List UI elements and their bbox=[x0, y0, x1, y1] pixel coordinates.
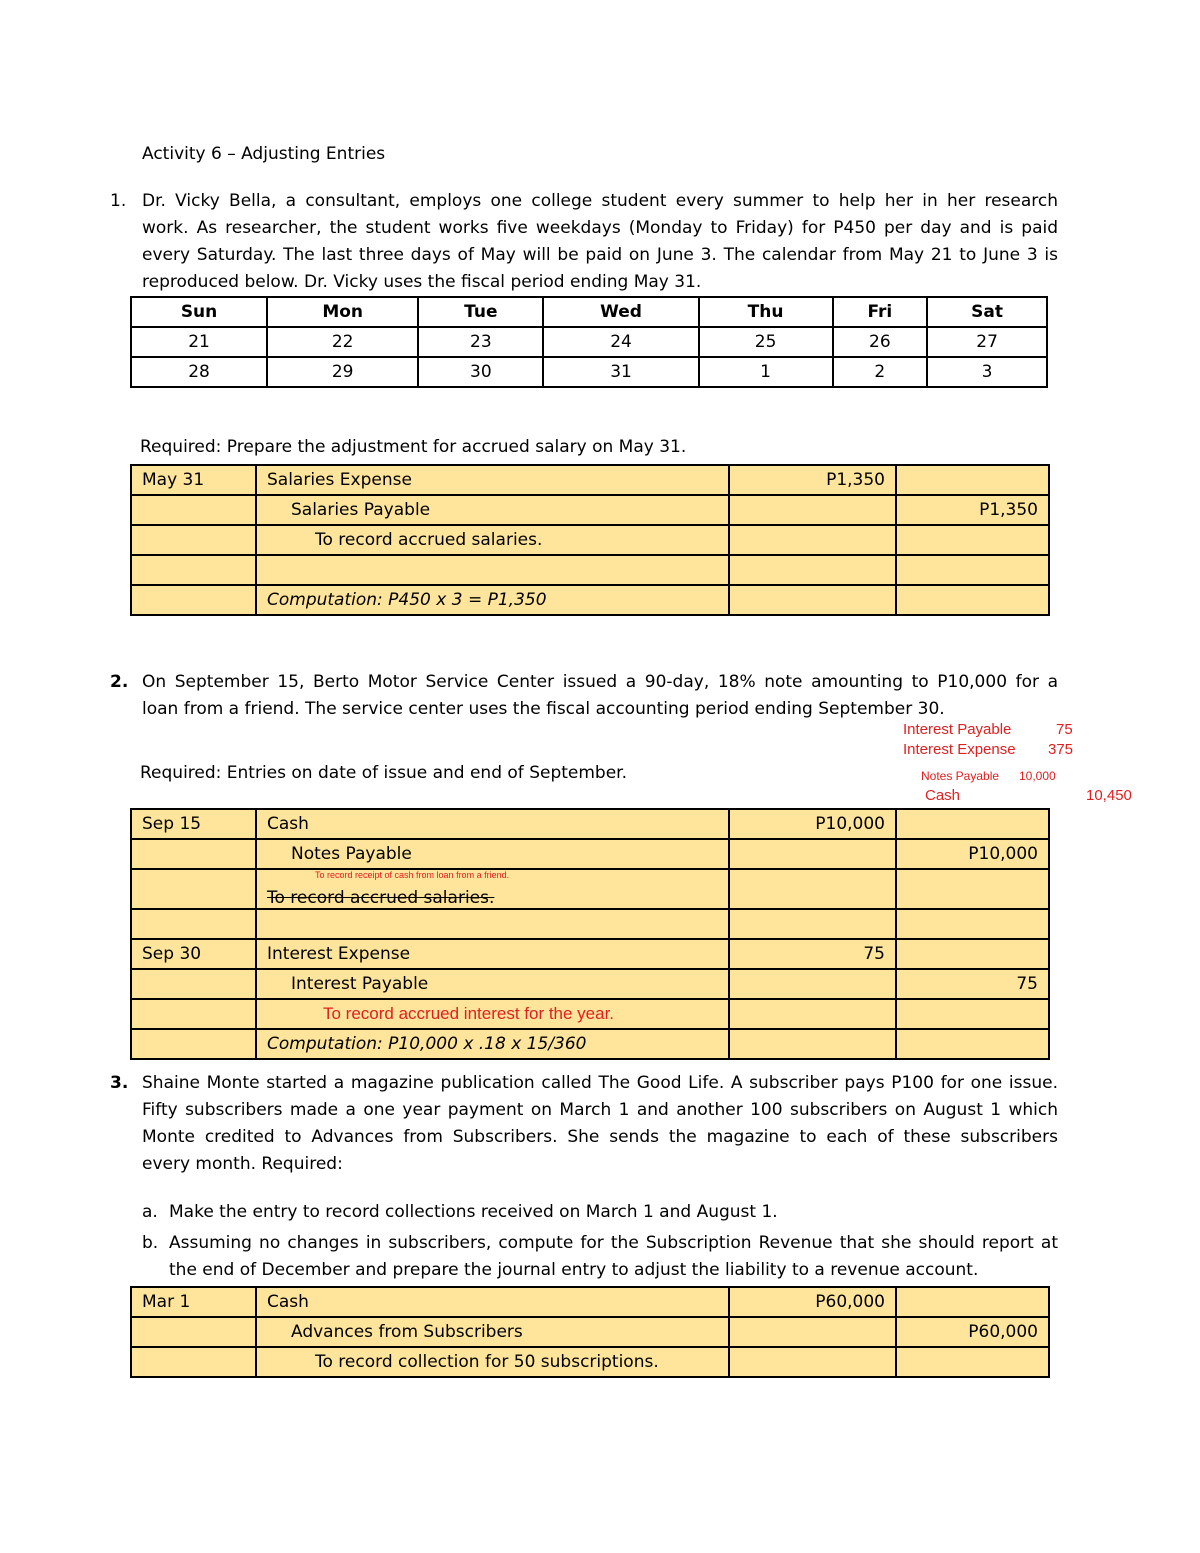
journal-credit: 75 bbox=[896, 969, 1049, 999]
journal-date: Mar 1 bbox=[131, 1287, 256, 1317]
journal-date bbox=[131, 1029, 256, 1059]
journal-date bbox=[131, 1317, 256, 1347]
journal-credit: P60,000 bbox=[896, 1317, 1049, 1347]
journal-row bbox=[131, 809, 1049, 839]
journal-explanation: To record collection for 50 subscriptions. bbox=[256, 1347, 729, 1377]
page-title: Activity 6 – Adjusting Entries bbox=[142, 144, 386, 164]
calendar-day: 28 bbox=[131, 357, 267, 387]
journal-row bbox=[131, 495, 1049, 525]
calendar-day: 29 bbox=[267, 357, 418, 387]
journal-row bbox=[131, 1029, 1049, 1059]
calendar-day: 2 bbox=[833, 357, 928, 387]
annotation-interest-expense-label: Interest Expense bbox=[903, 741, 1016, 758]
calendar-header-row bbox=[131, 297, 1047, 327]
annotation-notes-payable-label: Notes Payable bbox=[921, 769, 1000, 783]
handwritten-explanation: To record receipt of cash from loan from a friend. bbox=[315, 870, 510, 880]
q3-line: Shaine Monte started a magazine publication called The Good Life. A subscriber pays P100 for one issue. bbox=[142, 1073, 1058, 1093]
q1-line: Dr. Vicky Bella, a consultant, employs one college student every summer to help her in her research bbox=[142, 191, 1058, 211]
journal-row bbox=[131, 909, 1049, 939]
calendar-day: 25 bbox=[699, 327, 833, 357]
question-3-text bbox=[142, 1070, 1058, 1178]
journal-row bbox=[131, 939, 1049, 969]
journal-table-q2 bbox=[130, 808, 1050, 1060]
journal-debit bbox=[729, 555, 896, 585]
calendar-header: Wed bbox=[543, 297, 698, 327]
q3-line: every month. Required: bbox=[142, 1154, 343, 1174]
q3-item-a-label: a. bbox=[142, 1202, 158, 1222]
calendar-day: 24 bbox=[543, 327, 698, 357]
journal-debit bbox=[729, 969, 896, 999]
journal-credit: P1,350 bbox=[896, 495, 1049, 525]
journal-row bbox=[131, 585, 1049, 615]
journal-row bbox=[131, 465, 1049, 495]
journal-credit bbox=[896, 555, 1049, 585]
question-2-text bbox=[142, 669, 1058, 723]
question-1-text bbox=[142, 188, 1058, 296]
journal-row bbox=[131, 1347, 1049, 1377]
journal-credit: P10,000 bbox=[896, 839, 1049, 869]
calendar-day: 23 bbox=[418, 327, 543, 357]
q2-required: Required: Entries on date of issue and end of September. bbox=[140, 763, 627, 783]
journal-date: May 31 bbox=[131, 465, 256, 495]
calendar-day: 30 bbox=[418, 357, 543, 387]
journal-row bbox=[131, 525, 1049, 555]
calendar-header: Tue bbox=[418, 297, 543, 327]
journal-explanation: To record accrued salaries. bbox=[256, 525, 729, 555]
journal-debit bbox=[729, 1347, 896, 1377]
journal-debit bbox=[729, 525, 896, 555]
journal-row bbox=[131, 1287, 1049, 1317]
calendar-day: 3 bbox=[927, 357, 1047, 387]
q3-line: Monte credited to Advances from Subscribers. She sends the magazine to each of these subscribers bbox=[142, 1127, 1058, 1147]
journal-debit: P1,350 bbox=[729, 465, 896, 495]
journal-account bbox=[256, 555, 729, 585]
journal-debit bbox=[729, 1317, 896, 1347]
journal-date bbox=[131, 999, 256, 1029]
journal-account: Salaries Payable bbox=[256, 495, 729, 525]
journal-credit bbox=[896, 869, 1049, 909]
journal-table-q1 bbox=[130, 464, 1050, 616]
journal-debit bbox=[729, 585, 896, 615]
journal-debit: P60,000 bbox=[729, 1287, 896, 1317]
journal-account: Interest Expense bbox=[256, 939, 729, 969]
journal-date: Sep 15 bbox=[131, 809, 256, 839]
journal-debit bbox=[729, 1029, 896, 1059]
calendar-day: 27 bbox=[927, 327, 1047, 357]
journal-date bbox=[131, 839, 256, 869]
q3-line: Fifty subscribers made a one year payment on March 1 and another 100 subscribers on August 1 which bbox=[142, 1100, 1058, 1120]
q2-line: loan from a friend. The service center uses the fiscal accounting period ending September 30. bbox=[142, 699, 945, 719]
journal-account: Cash bbox=[256, 809, 729, 839]
journal-date bbox=[131, 1347, 256, 1377]
calendar-day: 21 bbox=[131, 327, 267, 357]
journal-debit bbox=[729, 869, 896, 909]
annotation-cash-label: Cash bbox=[925, 787, 961, 804]
annotation-interest-expense-value: 375 bbox=[1048, 741, 1074, 758]
journal-row bbox=[131, 839, 1049, 869]
journal-explanation: To record accrued interest for the year. bbox=[256, 999, 729, 1029]
calendar-day: 22 bbox=[267, 327, 418, 357]
journal-account: Salaries Expense bbox=[256, 465, 729, 495]
question-1-number: 1. bbox=[110, 191, 127, 211]
journal-credit bbox=[896, 465, 1049, 495]
q3-item-b-text bbox=[169, 1230, 1058, 1284]
journal-credit bbox=[896, 1029, 1049, 1059]
q3-item-a-text: Make the entry to record collections received on March 1 and August 1. bbox=[169, 1202, 778, 1222]
calendar-day: 31 bbox=[543, 357, 698, 387]
q1-line: work. As researcher, the student works five weekdays (Monday to Friday) for P450 per day and is paid bbox=[142, 218, 1058, 238]
calendar-header: Sat bbox=[927, 297, 1047, 327]
journal-credit bbox=[896, 909, 1049, 939]
q3-b-line: Assuming no changes in subscribers, compute for the Subscription Revenue that she should report at bbox=[169, 1233, 1058, 1253]
calendar-day: 1 bbox=[699, 357, 833, 387]
journal-credit bbox=[896, 585, 1049, 615]
journal-debit bbox=[729, 839, 896, 869]
annotation-interest-payable-label: Interest Payable bbox=[903, 721, 1012, 738]
journal-date bbox=[131, 525, 256, 555]
journal-debit bbox=[729, 909, 896, 939]
annotation-interest-payable-value: 75 bbox=[1056, 721, 1073, 738]
calendar-header: Fri bbox=[833, 297, 928, 327]
journal-debit bbox=[729, 495, 896, 525]
journal-debit: P10,000 bbox=[729, 809, 896, 839]
journal-account: Interest Payable bbox=[256, 969, 729, 999]
journal-row bbox=[131, 869, 1049, 909]
calendar-day: 26 bbox=[833, 327, 928, 357]
q2-line: On September 15, Berto Motor Service Center issued a 90-day, 18% note amounting to P10,000 for a bbox=[142, 672, 1058, 692]
q1-line: reproduced below. Dr. Vicky uses the fiscal period ending May 31. bbox=[142, 272, 702, 292]
journal-date bbox=[131, 969, 256, 999]
journal-table-q3 bbox=[130, 1286, 1050, 1378]
journal-row bbox=[131, 1317, 1049, 1347]
journal-date bbox=[131, 555, 256, 585]
journal-credit bbox=[896, 1287, 1049, 1317]
calendar-header: Sun bbox=[131, 297, 267, 327]
journal-credit bbox=[896, 525, 1049, 555]
calendar-row bbox=[131, 327, 1047, 357]
q1-required: Required: Prepare the adjustment for accrued salary on May 31. bbox=[140, 437, 687, 457]
journal-date bbox=[131, 909, 256, 939]
journal-credit bbox=[896, 809, 1049, 839]
annotation-cash-value: 10,450 bbox=[1086, 787, 1132, 804]
journal-row bbox=[131, 555, 1049, 585]
journal-date: Sep 30 bbox=[131, 939, 256, 969]
journal-computation: Computation: P10,000 x .18 x 15/360 bbox=[256, 1029, 729, 1059]
journal-row bbox=[131, 969, 1049, 999]
q3-item-b-label: b. bbox=[142, 1233, 159, 1253]
journal-row bbox=[131, 999, 1049, 1029]
journal-date bbox=[131, 495, 256, 525]
journal-account: Advances from Subscribers bbox=[256, 1317, 729, 1347]
journal-account bbox=[256, 909, 729, 939]
journal-debit bbox=[729, 999, 896, 1029]
journal-credit bbox=[896, 999, 1049, 1029]
question-3-number: 3. bbox=[110, 1073, 129, 1093]
journal-credit bbox=[896, 1347, 1049, 1377]
calendar-row bbox=[131, 357, 1047, 387]
q1-line: every Saturday. The last three days of May will be paid on June 3. The calendar from May 21 to June 3 is bbox=[142, 245, 1058, 265]
calendar-header: Mon bbox=[267, 297, 418, 327]
journal-account: Notes Payable bbox=[256, 839, 729, 869]
journal-explanation-cell bbox=[256, 869, 729, 909]
calendar-header: Thu bbox=[699, 297, 833, 327]
journal-date bbox=[131, 869, 256, 909]
q3-b-line: the end of December and prepare the journal entry to adjust the liability to a revenue account. bbox=[169, 1260, 979, 1280]
journal-computation: Computation: P450 x 3 = P1,350 bbox=[256, 585, 729, 615]
annotation-notes-payable-value: 10,000 bbox=[1019, 769, 1056, 783]
journal-credit bbox=[896, 939, 1049, 969]
journal-account: Cash bbox=[256, 1287, 729, 1317]
journal-date bbox=[131, 585, 256, 615]
struck-explanation: To record accrued salaries. bbox=[267, 888, 495, 908]
journal-debit: 75 bbox=[729, 939, 896, 969]
calendar-table bbox=[130, 296, 1048, 388]
question-2-number: 2. bbox=[110, 672, 129, 692]
